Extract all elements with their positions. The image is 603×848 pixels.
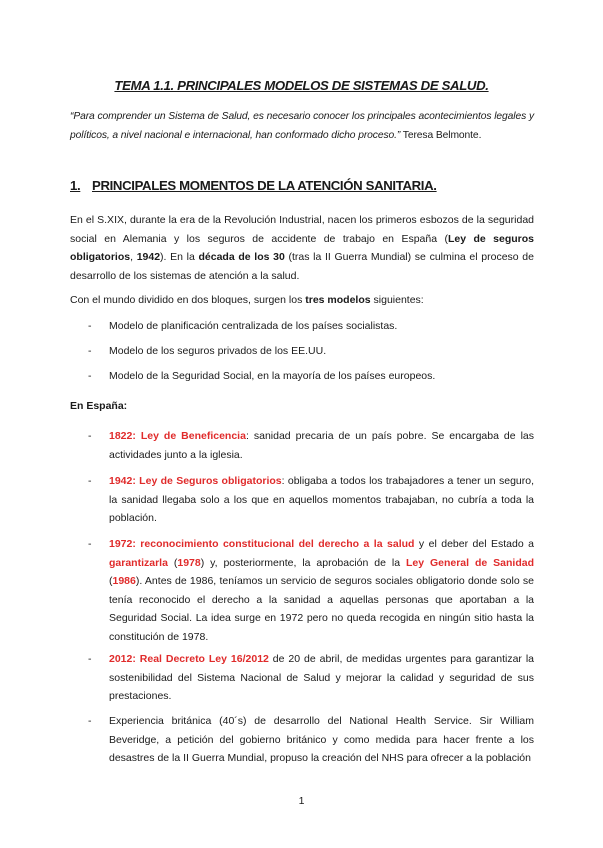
list-item: [88, 367, 534, 386]
item-text: : obligaba a todos los trabajadores a tener un seguro, la sanidad llegaba solo a los que en aquellos momentos trabajaban, no cubría a toda la población.: [109, 475, 535, 525]
item-text: y el deber del Estado a: [414, 538, 534, 550]
list-item: [88, 342, 534, 361]
item-text: de 20 de abril, de medidas urgentes para garantizar la sostenibilidad del Sistema Nacional de Salud y mejorar la calidad y seguridad de sus prestaciones.: [109, 653, 534, 703]
list-item: [88, 712, 534, 768]
list-dash: -: [88, 653, 92, 665]
section-heading: [70, 178, 534, 193]
model-item-text: Modelo de la Seguridad Social, en la mayoría de los países europeos.: [109, 370, 436, 382]
list-item: [88, 535, 534, 647]
list-dash: -: [88, 538, 92, 550]
item-text: (: [109, 575, 113, 588]
p1-text-a: En el S.XIX, durante la era de la Revolución Industrial, nacen los primeros esbozos de la seguridad social en Alemania y los seguros de accidente de trabajo en España (: [70, 214, 534, 245]
intro-quote: [70, 108, 534, 145]
p1-bold-decade: década de los 30: [198, 251, 285, 264]
p1-text-e: (tras la II Guerra Mundial) se culmina el proceso de desarrollo de los sistemas de atención a la salud.: [70, 251, 534, 282]
model-item-text: Modelo de los seguros privados de los EE.UU.: [109, 345, 327, 357]
list-dash: -: [88, 370, 92, 382]
list-dash: -: [88, 715, 92, 727]
page-number: 1: [298, 795, 305, 807]
item-text: ). Antes de 1986, teníamos un servicio de seguros sociales obligatorio donde solo se tenía reconocido el derecho a la sanidad a aquellas personas que aportaban a la Seguridad Social. La idea surge en 1972 pero no queda recogida en ningún sitio hasta la constitución de 1978.: [109, 575, 534, 643]
p1-bold-year: 1942: [136, 251, 161, 264]
highlight-law: 1822: Ley de Beneficencia: [109, 430, 246, 442]
list-item: [88, 650, 534, 706]
p2-text-c: siguientes:: [370, 294, 424, 306]
section-number: 1.: [70, 178, 81, 193]
list-item: [88, 472, 534, 528]
list-dash: -: [88, 475, 92, 487]
list-dash: -: [88, 320, 92, 332]
item-text: (: [167, 556, 178, 569]
p1-bold-law: Ley de seguros obligatorios: [70, 232, 534, 264]
quote-text: “Para comprender un Sistema de Salud, es necesario conocer los principales acontecimientos legales y políticos, a nivel nacional e internacional, han conformado dicho proceso.”: [70, 111, 534, 141]
spain-item-2012: [109, 650, 534, 706]
list-item: [88, 317, 534, 336]
p1-text-c: ,: [130, 251, 137, 264]
highlight-law: Ley General de Sanidad: [405, 556, 534, 569]
highlight-year: 1978: [177, 556, 201, 569]
highlight-law: 1972: reconocimiento constitucional del derecho a la salud: [109, 538, 415, 550]
spain-item-1942: [109, 472, 534, 528]
p2-bold: tres modelos: [305, 294, 371, 306]
spain-label: En España:: [70, 400, 128, 412]
highlight-year: 1986: [112, 575, 136, 588]
quote-author: Teresa Belmonte.: [402, 129, 482, 141]
p1-text-d: ). En la: [160, 251, 199, 264]
item-text: ) y, posteriormente, la aprobación de la: [200, 556, 406, 569]
list-dash: -: [88, 345, 92, 357]
spain-item-1822: [109, 427, 534, 464]
p2-text-a: Con el mundo dividido en dos bloques, surgen los: [70, 294, 306, 306]
list-item: [88, 427, 534, 464]
list-dash: -: [88, 430, 92, 442]
highlight-law: 1942: Ley de Seguros obligatorios: [109, 475, 282, 487]
highlight-law: 2012: Real Decreto Ley 16/2012: [109, 653, 269, 665]
item-text: : sanidad precaria de un país pobre. Se encargaba de las actividades junto a la iglesia.: [109, 430, 535, 461]
item-british-experience: Experiencia británica (40´s) de desarrollo del National Health Service. Sir William Beveridge, a petición del gobierno británico y como medida para hacer frente a los desastres de la II Guerra Mundial, propuso la creación del NHS para ofrecer a la población: [109, 715, 534, 765]
paragraph-history: [70, 211, 534, 285]
highlight-term: garantizarla: [109, 556, 168, 569]
document-title: TEMA 1.1. PRINCIPALES MODELOS DE SISTEMAS DE SALUD.: [114, 78, 489, 93]
section-heading-text: PRINCIPALES MOMENTOS DE LA ATENCIÓN SANITARIA.: [92, 178, 437, 193]
spain-item-1972: [109, 535, 534, 647]
model-item-text: Modelo de planificación centralizada de los países socialistas.: [109, 320, 398, 332]
paragraph-models-intro: [70, 291, 534, 310]
